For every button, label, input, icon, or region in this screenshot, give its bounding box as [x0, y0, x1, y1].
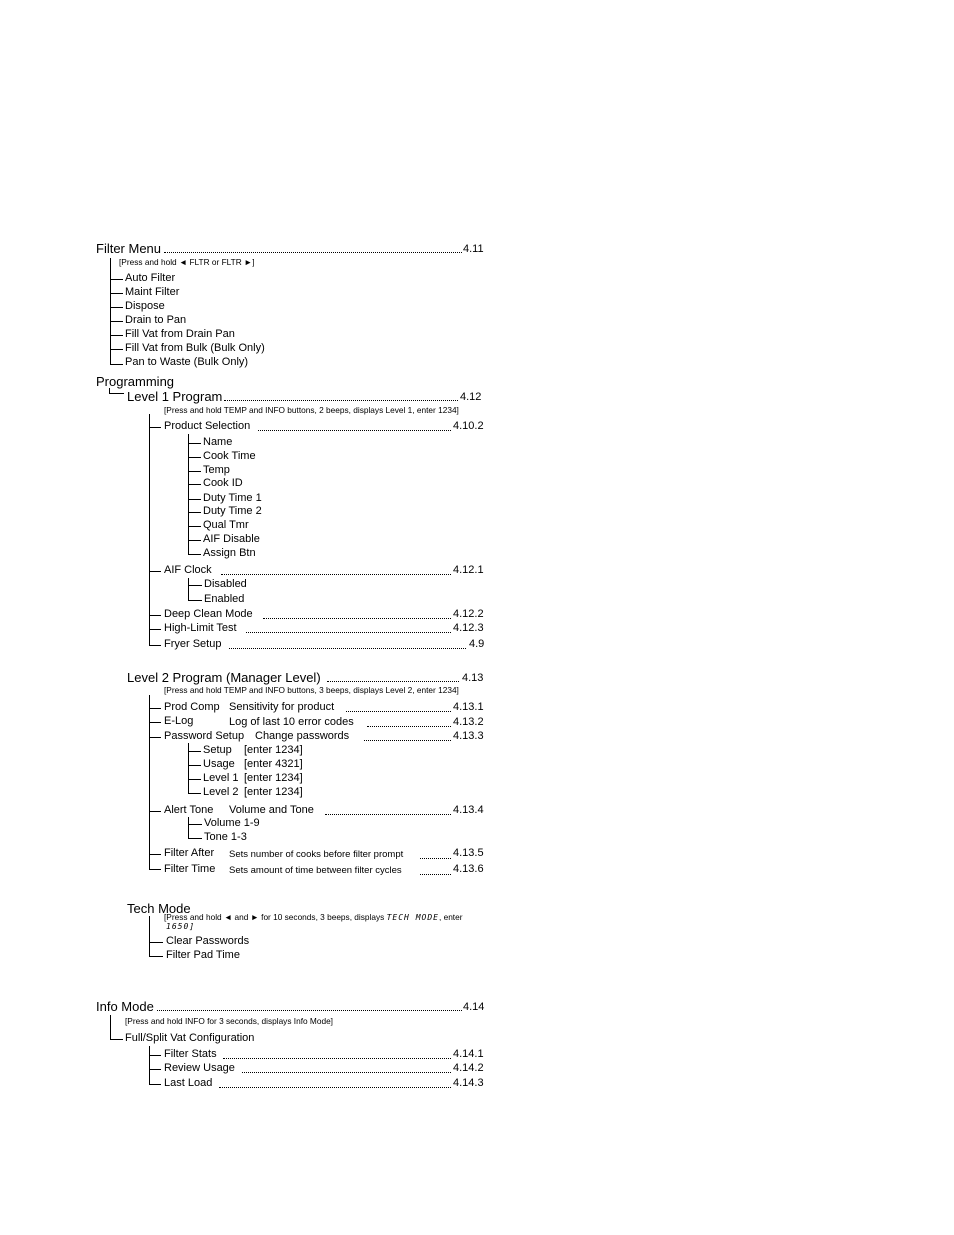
- tree-tick: [110, 349, 123, 350]
- leader-dots: [346, 711, 451, 712]
- leader-dots: [157, 1010, 462, 1011]
- tree-tick: [109, 393, 124, 394]
- product-selection-item: Name: [203, 436, 233, 448]
- tree-tick: [188, 765, 201, 766]
- tech-mode-item: Filter Pad Time: [166, 949, 240, 961]
- tree-tick: [188, 484, 201, 485]
- tree-tick: [149, 956, 163, 957]
- info-mode-item-label: Filter Stats: [164, 1048, 217, 1060]
- leader-dots: [219, 1087, 451, 1088]
- level2-title: Level 2 Program (Manager Level): [127, 670, 321, 685]
- fryer-setup-label: Fryer Setup: [164, 638, 222, 650]
- leader-dots: [246, 632, 451, 633]
- level1-ref: 4.12: [460, 391, 482, 403]
- tree-tick: [110, 321, 123, 322]
- tree-tick: [188, 526, 201, 527]
- tree-branch-line: [149, 1046, 150, 1085]
- leader-dots: [327, 681, 459, 682]
- level2-ref: 4.13: [462, 672, 484, 684]
- info-mode-note: [Press and hold INFO for 3 seconds, displays Info Mode]: [125, 1016, 333, 1026]
- prod-comp-ref: 4.13.1: [453, 701, 484, 713]
- aif-clock-item: Enabled: [204, 593, 245, 605]
- tree-tick: [188, 499, 201, 500]
- leader-dots: [263, 618, 451, 619]
- tree-tick: [188, 471, 201, 472]
- tree-tick: [149, 942, 163, 943]
- product-selection-ref: 4.10.2: [453, 420, 484, 432]
- password-item-code: [enter 1234]: [244, 786, 303, 798]
- tree-branch-line: [188, 817, 189, 838]
- password-item-code: [enter 1234]: [244, 744, 303, 756]
- tree-branch-line: [149, 916, 150, 957]
- alert-tone-item: Volume 1-9: [204, 817, 260, 829]
- password-item-code: [enter 4321]: [244, 758, 303, 770]
- tree-tick: [188, 779, 201, 780]
- tree-tick: [149, 571, 161, 572]
- elog-label: E-Log: [164, 715, 194, 727]
- tree-tick: [149, 629, 161, 630]
- high-limit-ref: 4.12.3: [453, 622, 484, 634]
- password-setup-ref: 4.13.3: [453, 730, 484, 742]
- tree-tick: [149, 1055, 161, 1056]
- tree-tick: [149, 722, 161, 723]
- password-setup-desc: Change passwords: [255, 730, 350, 742]
- leader-dots: [258, 430, 451, 431]
- product-selection-item: Duty Time 1: [203, 492, 262, 504]
- elog-ref: 4.13.2: [453, 716, 484, 728]
- info-mode-item-ref: 4.14.3: [453, 1077, 484, 1089]
- filter-menu-item: Pan to Waste (Bulk Only): [125, 356, 249, 368]
- tree-tick: [110, 293, 123, 294]
- tree-tick: [149, 811, 161, 812]
- deep-clean-ref: 4.12.2: [453, 608, 484, 620]
- leader-dots: [224, 400, 458, 401]
- info-mode-item-label: Last Load: [164, 1077, 213, 1089]
- filter-menu-item: Fill Vat from Drain Pan: [125, 328, 235, 340]
- filter-time-label: Filter Time: [164, 863, 216, 875]
- tech-mode-note-text: [Press and hold ◄ and ► for 10 seconds, 3 beeps, displays: [164, 912, 385, 922]
- tree-tick: [149, 1084, 161, 1085]
- leader-dots: [364, 740, 451, 741]
- password-item-name: Level 2: [203, 786, 239, 798]
- tree-tick: [149, 615, 161, 616]
- filter-menu-note: [Press and hold ◄ FLTR or FLTR ►]: [119, 257, 255, 267]
- product-selection-item: Duty Time 2: [203, 505, 262, 517]
- info-mode-item-label: Review Usage: [164, 1062, 235, 1074]
- password-item-name: Usage: [203, 758, 235, 770]
- tree-tick: [110, 1039, 123, 1040]
- tech-mode-note-text: , enter: [438, 912, 463, 922]
- high-limit-label: High-Limit Test: [164, 622, 237, 634]
- tech-mode-note: [164, 913, 463, 922]
- leader-dots: [223, 1058, 451, 1059]
- leader-dots: [367, 726, 451, 727]
- filter-time-ref: 4.13.6: [453, 863, 484, 875]
- product-selection-label: Product Selection: [164, 420, 251, 432]
- tree-tick: [188, 585, 202, 586]
- password-item-name: Level 1: [203, 772, 239, 784]
- filter-menu-item: Dispose: [125, 300, 165, 312]
- aif-clock-item: Disabled: [204, 578, 247, 590]
- password-item-code: [enter 1234]: [244, 772, 303, 784]
- filter-menu-ref: 4.11: [463, 243, 484, 255]
- tree-tick: [188, 793, 201, 794]
- filter-after-label: Filter After: [164, 847, 215, 859]
- filter-after-ref: 4.13.5: [453, 847, 484, 859]
- prod-comp-label: Prod Comp: [164, 701, 220, 713]
- tree-tick: [110, 364, 123, 365]
- tree-branch-line: [188, 434, 189, 555]
- info-mode-title: Info Mode: [96, 999, 154, 1014]
- prod-comp-desc: Sensitivity for product: [229, 701, 335, 713]
- product-selection-item: Cook ID: [203, 477, 243, 489]
- tech-mode-display: TECH MODE: [386, 913, 439, 922]
- tree-tick: [149, 427, 161, 428]
- level2-note: [Press and hold TEMP and INFO buttons, 3 beeps, displays Level 2, enter 1234]: [164, 685, 459, 695]
- filter-menu-item: Auto Filter: [125, 272, 176, 284]
- filter-menu-item: Fill Vat from Bulk (Bulk Only): [125, 342, 265, 354]
- leader-dots: [420, 874, 451, 875]
- deep-clean-label: Deep Clean Mode: [164, 608, 253, 620]
- tree-tick: [188, 457, 201, 458]
- tech-mode-title: Tech Mode: [127, 901, 191, 916]
- tree-tick: [188, 751, 201, 752]
- password-item-name: Setup: [203, 744, 232, 756]
- level1-title: Level 1 Program: [127, 389, 223, 404]
- filter-menu-item: Drain to Pan: [125, 314, 187, 326]
- password-setup-label: Password Setup: [164, 730, 245, 742]
- tree-branch-line: [110, 1015, 111, 1039]
- aif-clock-label: AIF Clock: [164, 564, 212, 576]
- info-mode-sub: Full/Split Vat Configuration: [125, 1032, 255, 1044]
- tree-tick: [188, 838, 202, 839]
- alert-tone-item: Tone 1-3: [204, 831, 247, 843]
- tree-tick: [149, 1069, 161, 1070]
- tree-branch-line: [188, 578, 189, 600]
- elog-desc: Log of last 10 error codes: [229, 716, 354, 728]
- tree-tick: [110, 307, 123, 308]
- alert-tone-ref: 4.13.4: [453, 804, 484, 816]
- tree-tick: [188, 824, 202, 825]
- tree-tick: [149, 869, 161, 870]
- tree-tick: [188, 443, 201, 444]
- tree-tick: [188, 600, 202, 601]
- tech-mode-code: 1650]: [166, 922, 196, 931]
- info-mode-item-ref: 4.14.2: [453, 1062, 484, 1074]
- leader-dots: [221, 574, 451, 575]
- tree-tick: [149, 708, 161, 709]
- product-selection-item: AIF Disable: [203, 533, 260, 545]
- tree-tick: [149, 645, 161, 646]
- alert-tone-desc: Volume and Tone: [229, 804, 314, 816]
- tree-branch-line: [149, 414, 150, 646]
- product-selection-item: Assign Btn: [203, 547, 256, 559]
- tech-mode-item: Clear Passwords: [166, 935, 250, 947]
- info-mode-ref: 4.14: [463, 1001, 485, 1013]
- aif-clock-ref: 4.12.1: [453, 564, 484, 576]
- filter-after-desc: Sets number of cooks before filter prompt: [229, 849, 404, 860]
- filter-menu-item: Maint Filter: [125, 286, 180, 298]
- filter-time-desc: Sets amount of time between filter cycles: [229, 865, 402, 876]
- tree-tick: [149, 854, 161, 855]
- product-selection-item: Cook Time: [203, 450, 256, 462]
- product-selection-item: Temp: [203, 464, 230, 476]
- tree-tick: [188, 512, 201, 513]
- tree-tick: [110, 279, 123, 280]
- leader-dots: [242, 1072, 451, 1073]
- leader-dots: [164, 252, 462, 253]
- tree-tick: [149, 737, 161, 738]
- filter-menu-title: Filter Menu: [96, 241, 162, 256]
- programming-title: Programming: [96, 374, 175, 389]
- info-mode-item-ref: 4.14.1: [453, 1048, 484, 1060]
- fryer-setup-ref: 4.9: [469, 638, 485, 650]
- alert-tone-label: Alert Tone: [164, 804, 214, 816]
- leader-dots: [229, 648, 466, 649]
- tree-tick: [188, 554, 201, 555]
- leader-dots: [420, 858, 451, 859]
- product-selection-item: Qual Tmr: [203, 519, 249, 531]
- tree-tick: [110, 335, 123, 336]
- leader-dots: [325, 814, 451, 815]
- level1-note: [Press and hold TEMP and INFO buttons, 2 beeps, displays Level 1, enter 1234]: [164, 405, 459, 415]
- tree-tick: [188, 540, 201, 541]
